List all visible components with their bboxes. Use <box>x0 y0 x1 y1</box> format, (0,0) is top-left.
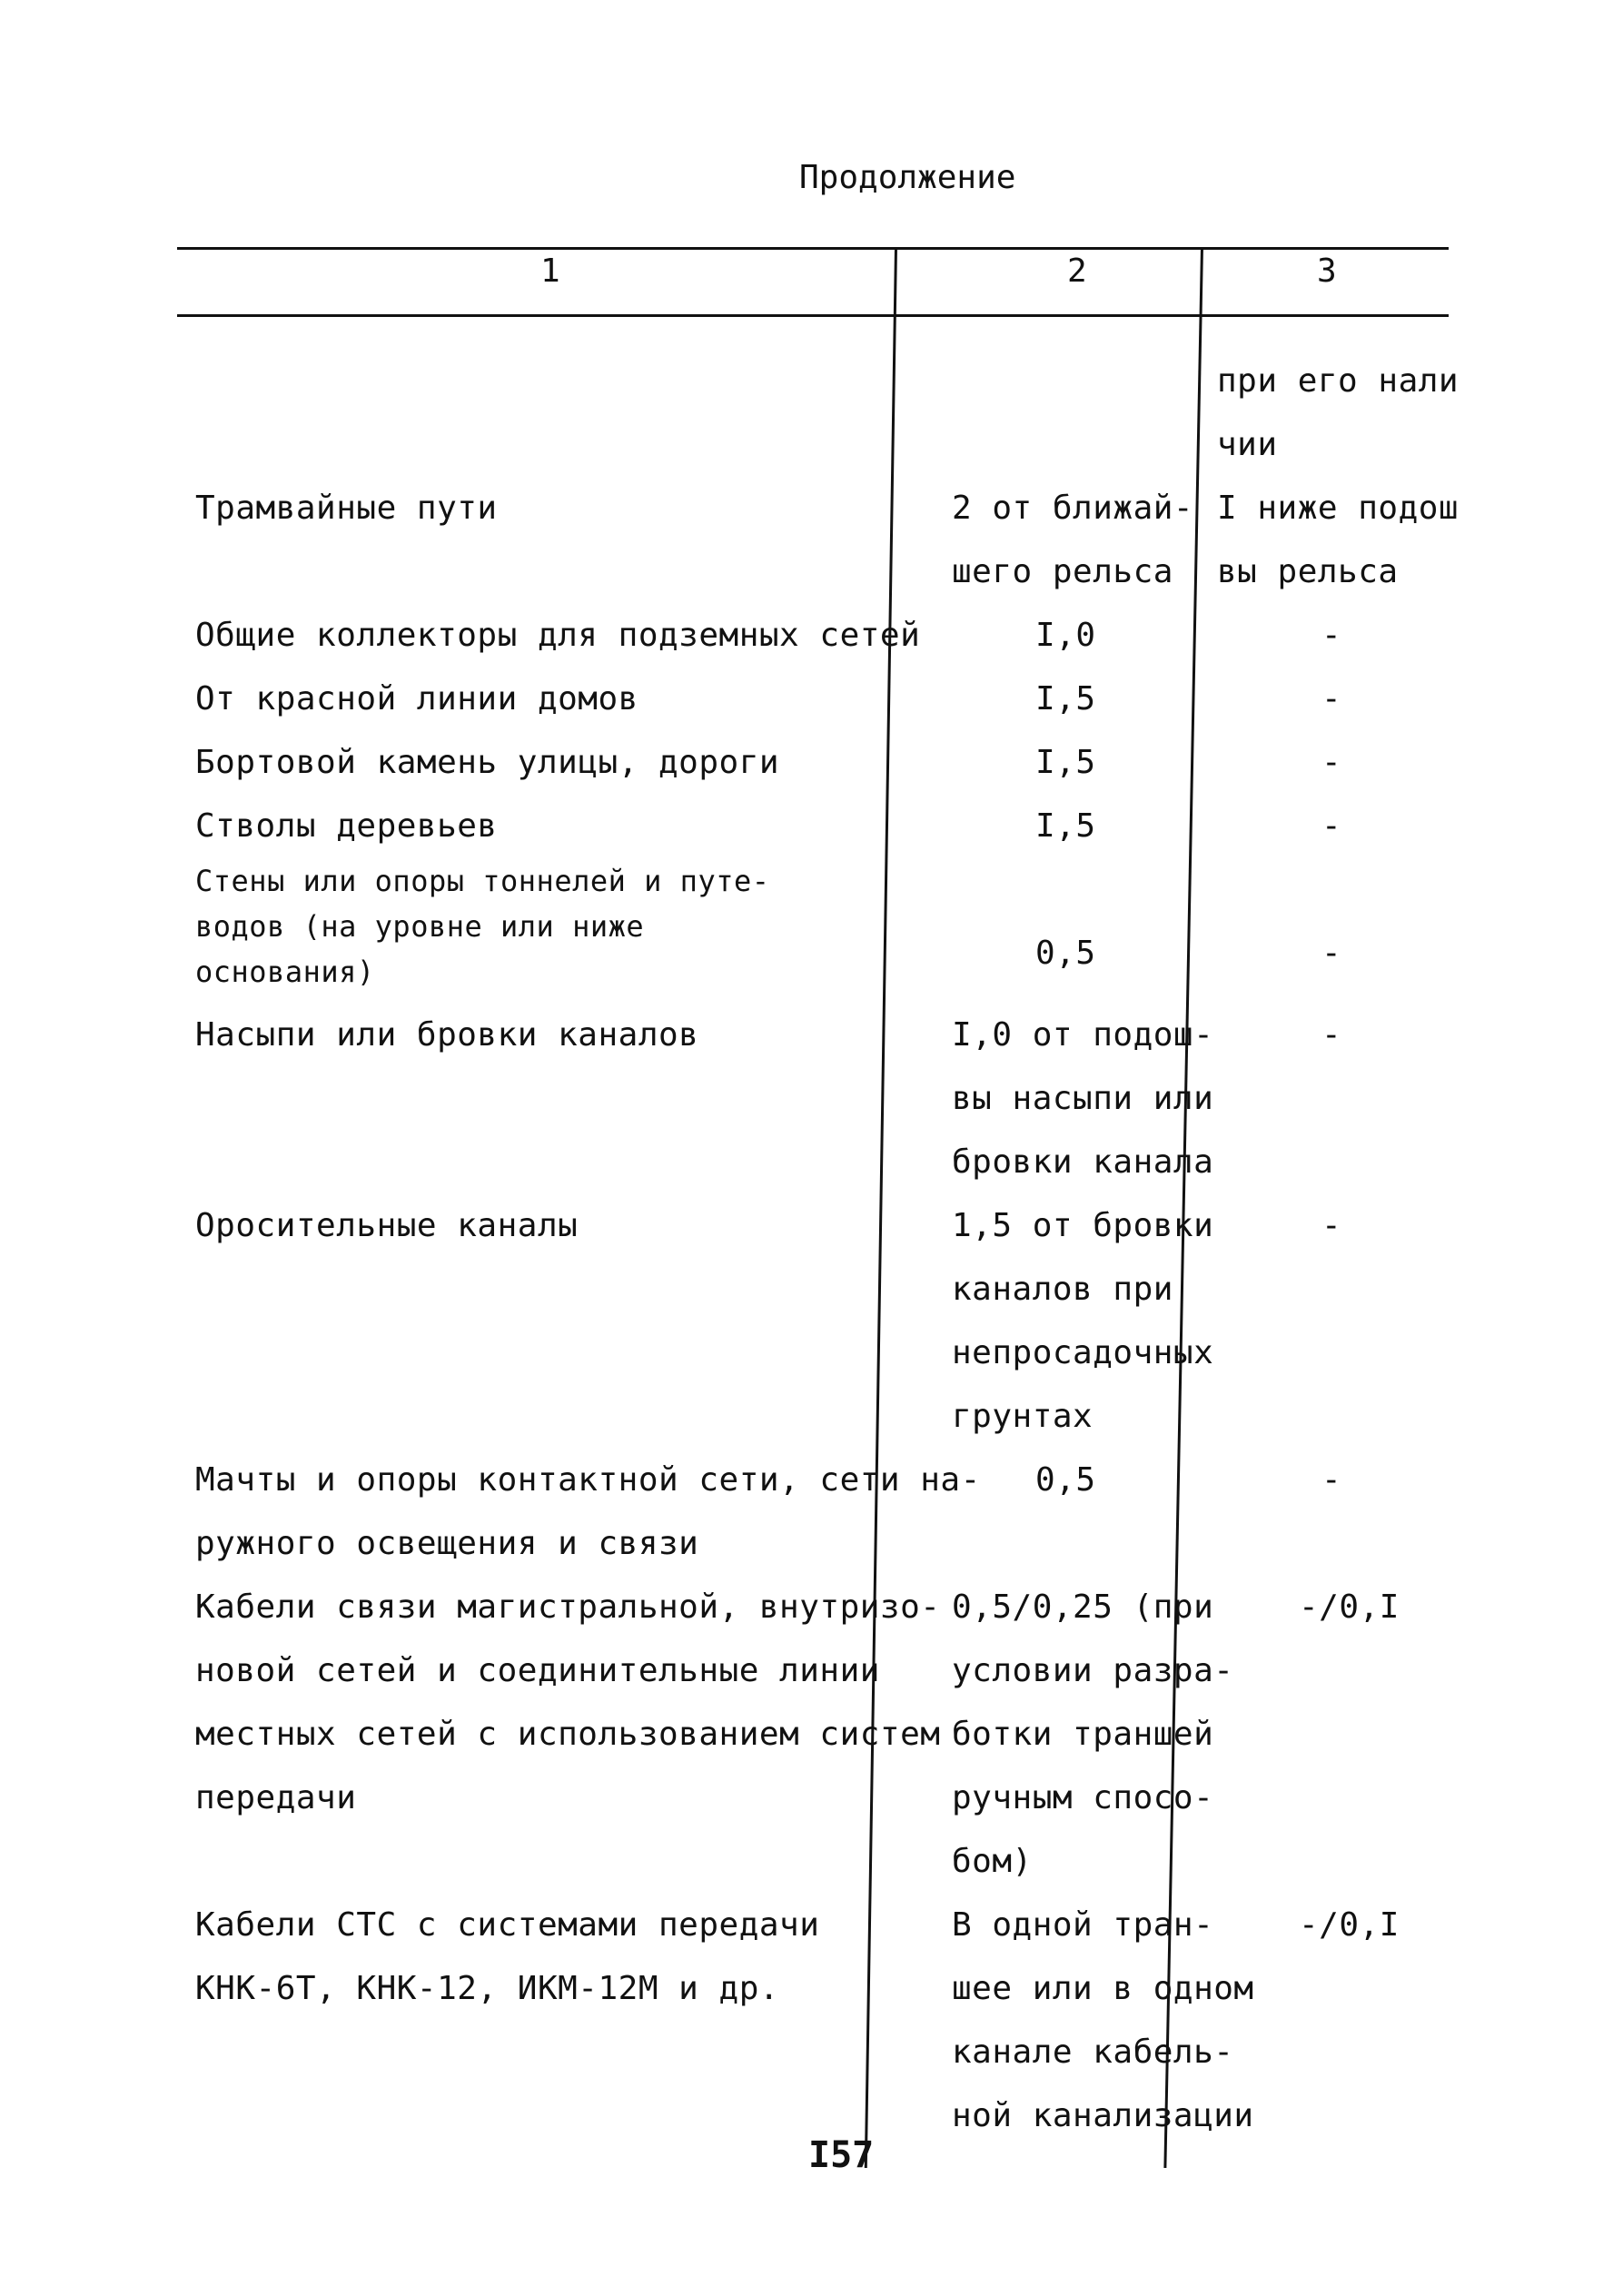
cell-c2-line: канале кабель- <box>952 2034 1234 2071</box>
cell-c1-line: От красной линии домов <box>195 680 638 718</box>
cell-c2-line: ботки траншей <box>952 1716 1214 1753</box>
cell-c2-line: 0,5 <box>1035 1461 1096 1499</box>
cell-c3-line: - <box>1321 617 1342 654</box>
column-header-2: 2 <box>1067 252 1087 290</box>
cell-c1-line: Насыпи или бровки каналов <box>195 1016 699 1054</box>
cell-c3-line: -/0,I <box>1299 1906 1400 1944</box>
cell-c3-line: вы рельса <box>1217 553 1399 590</box>
cell-c2-line: I,0 <box>1035 617 1096 654</box>
cell-c2-line: шее или в одном <box>952 1970 1254 2007</box>
cell-c1-line: Мачты и опоры контактной сети, сети на- <box>195 1461 981 1499</box>
cell-c2-line: I,0 от подош- <box>952 1016 1214 1054</box>
cell-c2-line: непросадочных <box>952 1334 1214 1371</box>
cell-c1-line: местных сетей с использованием систем <box>195 1716 941 1753</box>
cell-c3-line: - <box>1321 680 1342 718</box>
cell-c3-line: чии <box>1217 426 1278 463</box>
cell-c1-line: Трамвайные пути <box>195 490 498 527</box>
cell-c3-line: - <box>1321 744 1342 781</box>
cell-c1-line: Стволы деревьев <box>195 807 498 845</box>
cell-c3-line: при его нали <box>1217 362 1460 400</box>
cell-c1-line: КНК-6Т, КНК-12, ИКМ-12М и др. <box>195 1970 780 2007</box>
cell-c1-line: Кабели СТС с системами передачи <box>195 1906 820 1944</box>
cell-c1-line: новой сетей и соединительные линии <box>195 1652 880 1689</box>
cell-c2-line: I,5 <box>1035 680 1096 718</box>
cell-c2-line: ной канализации <box>952 2097 1254 2134</box>
cell-c2-line: 1,5 от бровки <box>952 1207 1214 1244</box>
cell-c1-line: основания) <box>195 955 375 989</box>
cell-c2-line: 0,5/0,25 (при <box>952 1588 1214 1626</box>
cell-c3-line: - <box>1321 1016 1342 1054</box>
cell-c1-line: Оросительные каналы <box>195 1207 579 1244</box>
page-number: I57 <box>808 2134 875 2176</box>
cell-c2-line: В одной тран- <box>952 1906 1214 1944</box>
cell-c2-line: каналов при <box>952 1271 1173 1308</box>
cell-c1-line: Бортовой камень улицы, дороги <box>195 744 780 781</box>
cell-c1-line: Кабели связи магистральной, внутризо- <box>195 1588 941 1626</box>
cell-c3-line: - <box>1321 1461 1342 1499</box>
column-header-1: 1 <box>540 252 560 290</box>
cell-c2-line: грунтах <box>952 1398 1094 1435</box>
cell-c1-line: Общие коллекторы для подземных сетей <box>195 617 921 654</box>
cell-c2-line: бом) <box>952 1843 1033 1880</box>
cell-c3-line: -/0,I <box>1299 1588 1400 1626</box>
cell-c1-line: передачи <box>195 1779 357 1816</box>
cell-c2-line: 2 от ближай- <box>952 490 1194 527</box>
cell-c2-line: ручным спосо- <box>952 1779 1214 1816</box>
cell-c2-line: I,5 <box>1035 744 1096 781</box>
cell-c2-line: вы насыпи или <box>952 1080 1214 1117</box>
cell-c2-line: I,5 <box>1035 807 1096 845</box>
cell-c1-line: водов (на уровне или ниже <box>195 909 645 944</box>
page-title: Продолжение <box>799 159 1016 196</box>
column-divider-1 <box>865 247 897 2168</box>
table-top-rule <box>177 247 1449 250</box>
cell-c3-line: - <box>1321 807 1342 845</box>
cell-c2-line: 0,5 <box>1035 935 1096 972</box>
cell-c3-line: I ниже подош <box>1217 490 1460 527</box>
table-header-rule <box>177 314 1449 317</box>
cell-c1-line: Стены или опоры тоннелей и путе- <box>195 864 770 898</box>
column-header-3: 3 <box>1317 252 1337 290</box>
cell-c2-line: бровки канала <box>952 1143 1214 1181</box>
cell-c3-line: - <box>1321 1207 1342 1244</box>
cell-c3-line: - <box>1321 935 1342 972</box>
cell-c1-line: ружного освещения и связи <box>195 1525 699 1562</box>
cell-c2-line: шего рельса <box>952 553 1173 590</box>
cell-c2-line: условии разра- <box>952 1652 1234 1689</box>
